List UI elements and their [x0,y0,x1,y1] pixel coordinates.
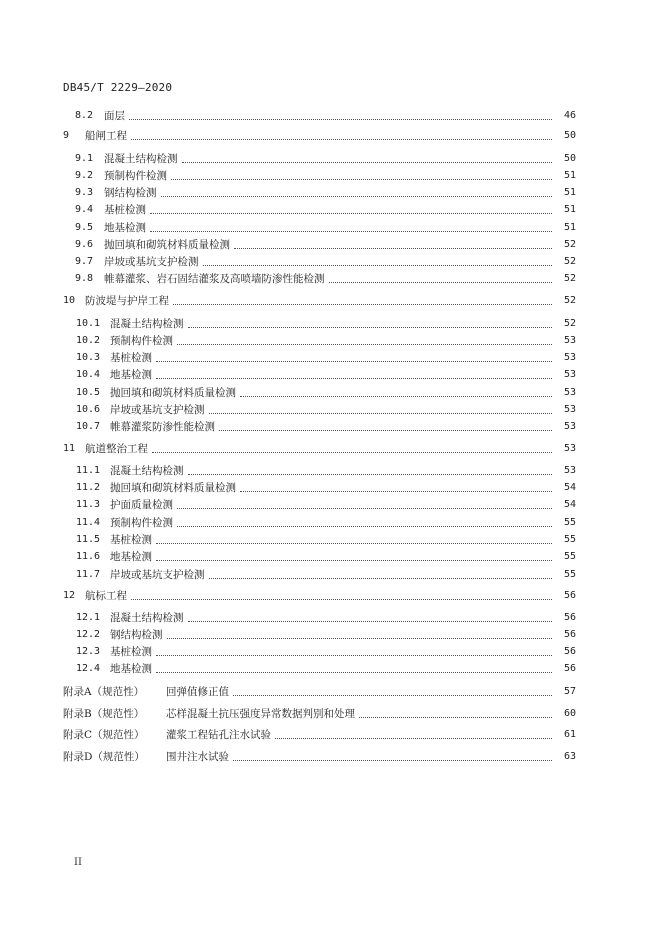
toc-entry-number: 9.8 [75,273,94,284]
toc-dot-leader [203,265,552,266]
toc-entry-number: 9.3 [75,187,94,198]
toc-entry-number: 10.3 [76,352,101,363]
toc-section-entry[interactable] [0,498,662,512]
toc-entry-number: 9.7 [75,256,94,267]
toc-entry-number: 11.6 [76,551,101,562]
toc-dot-leader [188,327,552,328]
toc-entry-number: 附录A（规范性） [63,686,145,698]
toc-dot-leader [233,695,552,696]
toc-entry-number: 8.2 [75,110,94,121]
toc-page-number: 46 [563,110,576,121]
toc-entry-title: 地基检测 [110,663,152,675]
toc-dot-leader [219,430,552,431]
toc-appendix-entry[interactable] [0,685,662,699]
toc-page-number: 61 [563,729,576,740]
toc-section-entry[interactable] [0,662,662,676]
toc-page-number: 51 [563,170,576,181]
toc-section-entry[interactable] [0,481,662,495]
toc-dot-leader [156,655,552,656]
toc-entry-number: 10 [63,295,76,306]
toc-entry-title: 基桩检测 [104,204,146,216]
toc-entry-title: 混凝土结构检测 [104,153,178,165]
toc-page-number: 53 [563,404,576,415]
toc-section-entry[interactable] [0,186,662,200]
toc-section-entry[interactable] [0,464,662,478]
toc-chapter-entry[interactable] [0,129,662,143]
toc-section-entry[interactable] [0,272,662,286]
toc-page-number: 63 [563,751,576,762]
toc-dot-leader [129,119,552,120]
toc-page-number: 53 [563,369,576,380]
toc-entry-title: 地基检测 [110,369,152,381]
toc-section-entry[interactable] [0,221,662,235]
document-code: DB45/T 2229—2020 [63,81,173,94]
toc-entry-number: 10.2 [76,335,101,346]
toc-entry-title: 船闸工程 [85,130,127,142]
toc-entry-number: 11.3 [76,499,101,510]
toc-entry-title: 地基检测 [104,222,146,234]
toc-dot-leader [131,599,552,600]
toc-page-number: 54 [563,482,576,493]
toc-entry-title: 帷幕灌浆防渗性能检测 [110,421,215,433]
toc-entry-title: 预制构件检测 [110,517,173,529]
toc-section-entry[interactable] [0,420,662,434]
toc-entry-title: 基桩检测 [110,646,152,658]
toc-page-number: 53 [563,335,576,346]
toc-page-number: 53 [563,352,576,363]
toc-dot-leader [233,760,552,761]
toc-entry-title: 面层 [104,110,125,122]
toc-entry-title: 灌浆工程钻孔注水试验 [166,729,271,741]
toc-section-entry[interactable] [0,611,662,625]
toc-entry-title: 基桩检测 [110,534,152,546]
toc-dot-leader [240,491,552,492]
toc-dot-leader [234,248,552,249]
toc-entry-number: 11.2 [76,482,101,493]
toc-entry-title: 预制构件检测 [104,170,167,182]
toc-page-number: 50 [563,130,576,141]
toc-entry-title: 岸坡或基坑支护检测 [110,569,205,581]
toc-entry-title: 钢结构检测 [104,187,157,199]
toc-entry-title: 基桩检测 [110,352,152,364]
toc-dot-leader [156,543,552,544]
toc-entry-number: 11.7 [76,569,101,580]
toc-page-number: 51 [563,222,576,233]
toc-section-entry[interactable] [0,152,662,166]
toc-entry-title: 围井注水试验 [166,751,229,763]
toc-page-number: 52 [563,256,576,267]
toc-dot-leader [171,179,552,180]
toc-entry-number: 9.2 [75,170,94,181]
toc-section-entry[interactable] [0,109,662,123]
toc-entry-number: 12.1 [76,612,101,623]
toc-entry-title: 预制构件检测 [110,335,173,347]
toc-entry-title: 抛回填和砌筑材料质量检测 [110,482,236,494]
toc-appendix-entry[interactable] [0,750,662,764]
toc-section-entry[interactable] [0,550,662,564]
toc-chapter-entry[interactable] [0,294,662,308]
toc-entry-number: 12.3 [76,646,101,657]
toc-page-number: 56 [563,629,576,640]
toc-section-entry[interactable] [0,351,662,365]
toc-entry-title: 航标工程 [85,590,127,602]
toc-entry-title: 航道整治工程 [85,443,148,455]
toc-entry-title: 抛回填和砌筑材料质量检测 [104,239,230,251]
toc-section-entry[interactable] [0,317,662,331]
toc-entry-number: 10.1 [76,318,101,329]
toc-entry-title: 回弹值修正值 [166,686,229,698]
toc-page-number: 51 [563,204,576,215]
toc-entry-title: 护面质量检测 [110,499,173,511]
toc-section-entry[interactable] [0,368,662,382]
toc-section-entry[interactable] [0,203,662,217]
toc-entry-number: 10.5 [76,387,101,398]
toc-entry-number: 附录B（规范性） [63,708,145,720]
toc-dot-leader [209,578,552,579]
toc-section-entry[interactable] [0,169,662,183]
toc-entry-number: 9.1 [75,153,94,164]
toc-chapter-entry[interactable] [0,442,662,456]
toc-section-entry[interactable] [0,516,662,530]
toc-page-number: 56 [563,612,576,623]
toc-page-number: 55 [563,551,576,562]
toc-section-entry[interactable] [0,403,662,417]
toc-dot-leader [152,452,552,453]
toc-entry-title: 混凝土结构检测 [110,465,184,477]
toc-entry-title: 钢结构检测 [110,629,163,641]
toc-dot-leader [173,304,552,305]
toc-dot-leader [167,638,552,639]
toc-page-number: 53 [563,387,576,398]
toc-page-number: 60 [563,708,576,719]
toc-page-number: 55 [563,569,576,580]
toc-entry-number: 11.5 [76,534,101,545]
toc-page-number: 55 [563,534,576,545]
toc-page-number: 56 [563,646,576,657]
toc-section-entry[interactable] [0,533,662,547]
toc-page-number: 52 [563,273,576,284]
toc-dot-leader [150,213,552,214]
toc-page-number: 50 [563,153,576,164]
toc-entry-number: 9 [63,130,70,141]
toc-entry-number: 9.4 [75,204,94,215]
toc-page-number: 56 [563,663,576,674]
toc-entry-title: 混凝土结构检测 [110,612,184,624]
toc-page-number: 52 [563,295,576,306]
toc-dot-leader [161,196,552,197]
toc-dot-leader [177,344,552,345]
toc-entry-number: 10.6 [76,404,101,415]
toc-page-number: 54 [563,499,576,510]
toc-dot-leader [188,474,552,475]
toc-section-entry[interactable] [0,386,662,400]
toc-section-entry[interactable] [0,568,662,582]
toc-entry-title: 帷幕灌浆、岩石固结灌浆及高喷墙防渗性能检测 [104,273,325,285]
toc-dot-leader [240,396,552,397]
toc-entry-title: 混凝土结构检测 [110,318,184,330]
page-number: II [74,857,82,868]
toc-entry-number: 12.2 [76,629,101,640]
toc-entry-number: 11.4 [76,517,101,528]
toc-entry-number: 12 [63,590,76,601]
toc-page-number: 56 [563,590,576,601]
toc-page-number: 52 [563,239,576,250]
toc-entry-number: 9.5 [75,222,94,233]
toc-entry-title: 抛回填和砌筑材料质量检测 [110,387,236,399]
toc-dot-leader [131,139,552,140]
toc-dot-leader [156,378,552,379]
toc-section-entry[interactable] [0,628,662,642]
toc-dot-leader [156,560,552,561]
toc-section-entry[interactable] [0,255,662,269]
toc-entry-number: 附录C（规范性） [63,729,145,741]
toc-entry-number: 10.7 [76,421,101,432]
toc-entry-title: 岸坡或基坑支护检测 [110,404,205,416]
toc-entry-number: 12.4 [76,663,101,674]
toc-dot-leader [177,508,552,509]
toc-page-number: 52 [563,318,576,329]
toc-section-entry[interactable] [0,645,662,659]
toc-dot-leader [177,526,552,527]
toc-dot-leader [156,361,552,362]
toc-page-number: 55 [563,517,576,528]
toc-entry-number: 11 [63,443,76,454]
toc-entry-number: 附录D（规范性） [63,751,145,763]
toc-dot-leader [275,738,552,739]
toc-entry-title: 防波堤与护岸工程 [85,295,169,307]
toc-dot-leader [359,717,552,718]
toc-appendix-entry[interactable] [0,707,662,721]
toc-page-number: 53 [563,465,576,476]
toc-dot-leader [188,621,552,622]
toc-entry-number: 11.1 [76,465,101,476]
toc-appendix-entry[interactable] [0,728,662,742]
toc-entry-title: 岸坡或基坑支护检测 [104,256,199,268]
toc-page-number: 53 [563,421,576,432]
toc-chapter-entry[interactable] [0,589,662,603]
toc-section-entry[interactable] [0,334,662,348]
toc-dot-leader [329,282,552,283]
toc-page-number: 53 [563,443,576,454]
toc-page-number: 57 [563,686,576,697]
toc-entry-number: 10.4 [76,369,101,380]
toc-dot-leader [150,231,552,232]
toc-dot-leader [209,413,552,414]
toc-entry-title: 芯样混凝土抗压强度异常数据判别和处理 [166,708,355,720]
toc-section-entry[interactable] [0,238,662,252]
toc-page-number: 51 [563,187,576,198]
toc-entry-number: 9.6 [75,239,94,250]
toc-dot-leader [156,672,552,673]
toc-dot-leader [182,162,552,163]
toc-entry-title: 地基检测 [110,551,152,563]
